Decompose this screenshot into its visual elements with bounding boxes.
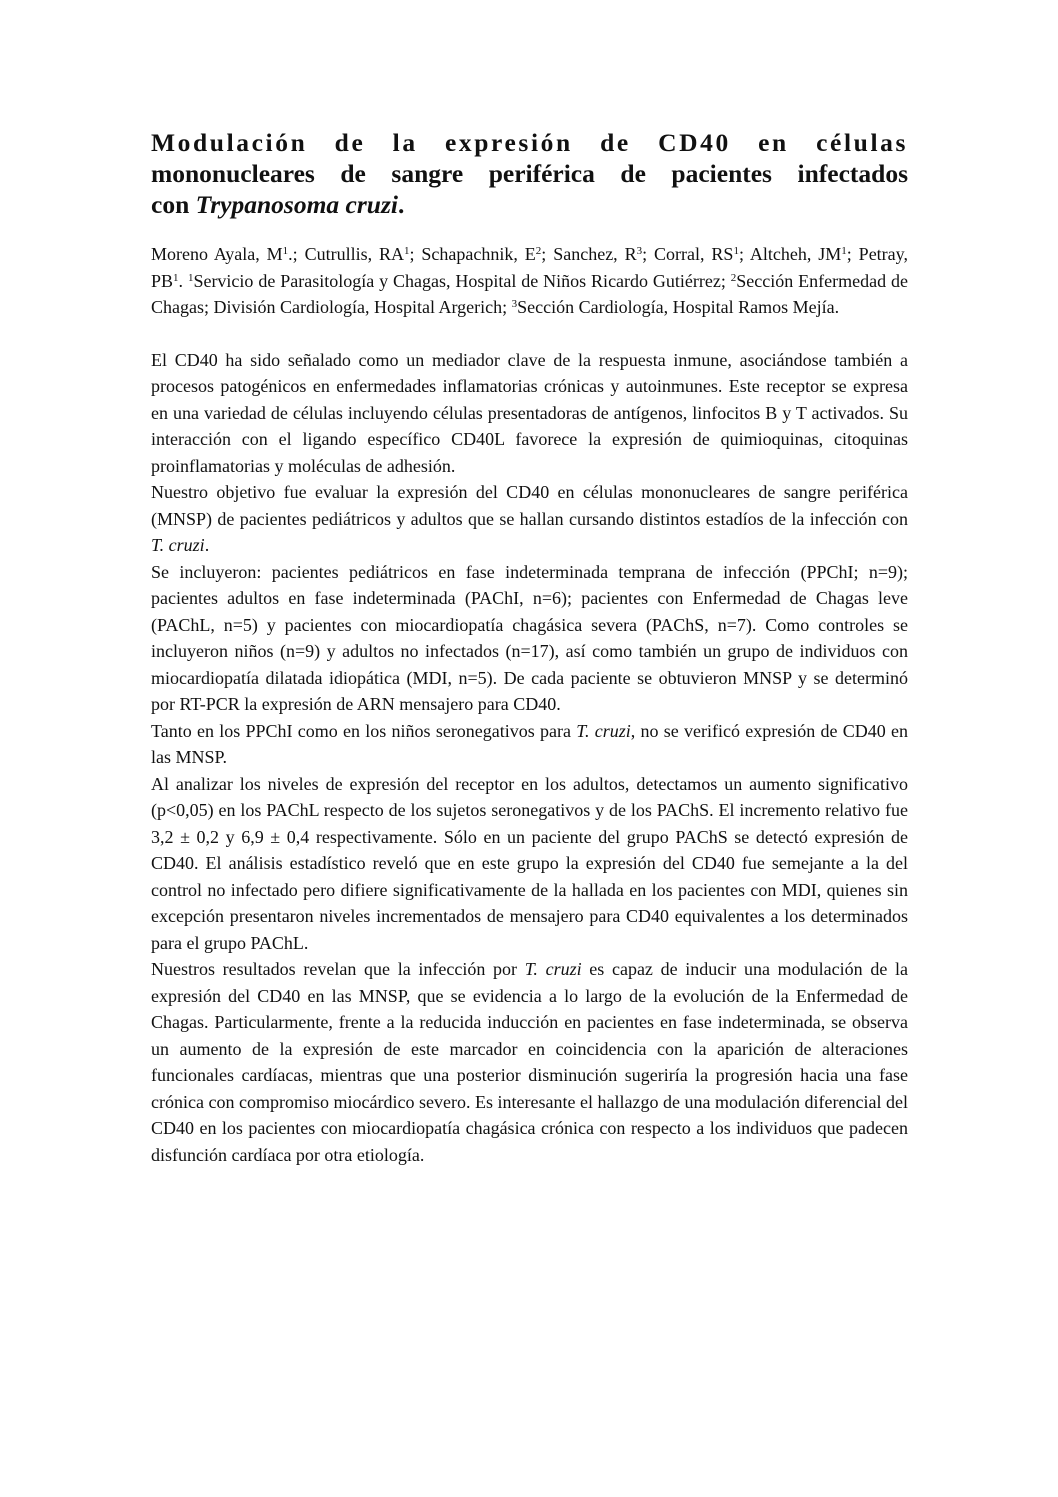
affil-mark: 2: [730, 271, 737, 284]
affil-mark: 1: [841, 245, 847, 257]
affiliation-1: Servicio de Parasitología y Chagas, Hospital de Niños Ricardo Gutiérrez;: [193, 270, 731, 291]
affiliation-3: Sección Cardiología, Hospital Ramos Mejía.: [517, 297, 840, 317]
author-list-end: .: [178, 270, 188, 291]
organism-name: T. cruzi: [151, 535, 205, 555]
affiliation-2: Sección Enfermedad de Chagas; División Cardiología, Hospital Argerich;: [151, 270, 909, 317]
author-2: .; Cutrullis, RA: [288, 244, 404, 264]
affil-mark: 1: [282, 245, 289, 257]
affil-mark: 1: [404, 245, 410, 257]
author-1: Moreno Ayala, M: [151, 244, 283, 264]
paragraph-conclusion: Nuestros resultados revelan que la infección por T. cruzi es capaz de inducir una modulación de la expresión del CD40 en las MNSP, que se evidencia a lo largo de la evolución de la Enfermedad de Chagas. Particularmente, frente a la reducida inducción en pacientes en fase indeterminada, se observa un aumento de la expresión de este marcador en coincidencia con la aparición de alteraciones funcionales cardíacas, mientras que una posterior disminución sugeriría la progresión hacia una fase crónica con compromiso miocárdico severo. Es interesante el hallazgo de una modulación diferencial del CD40 en los pacientes con miocardiopatía chagásica crónica con respecto a los individuos que padecen disfunción cardíaca por otra etiología.: [151, 959, 908, 1165]
title-line-2: mononucleares de sangre periférica de pacientes infectados: [151, 159, 908, 188]
affil-mark: 1: [733, 245, 739, 257]
title-prefix: con: [151, 190, 196, 219]
abstract-title: [151, 127, 908, 220]
title-organism: Trypanosoma cruzi: [195, 190, 398, 219]
author-affiliations: [151, 241, 908, 321]
title-line-1: Modulación de la expresión de CD40 en células: [151, 128, 908, 157]
affil-mark: 3: [511, 298, 518, 310]
author-4: ; Sanchez, R: [541, 244, 637, 264]
paragraph-result-pediatric: Tanto en los PPChI como en los niños seronegativos para T. cruzi, no se verificó expresión de CD40 en las MNSP.: [151, 720, 908, 767]
author-5: ; Corral, RS: [642, 244, 734, 264]
paragraph-objective: Nuestro objetivo fue evaluar la expresión del CD40 en células mononucleares de sangre periférica (MNSP) de pacientes pediátricos y adultos que se hallan cursando distintos estadíos de la infección con T. cruzi.: [151, 482, 908, 555]
affil-mark: 1: [173, 271, 179, 284]
author-7: ; Petray, PB: [151, 244, 908, 291]
abstract-body: [151, 347, 908, 1169]
paragraph-intro: El CD40 ha sido señalado como un mediador clave de la respuesta inmune, asociándose también a procesos patogénicos en enfermedades inflamatorias crónicas y autoinmunes. Este receptor se expresa en una variedad de células incluyendo células presentadoras de antígenos, linfocitos B y T activados. Su interacción con el ligando específico CD40L favorece la expresión de quimioquinas, citoquinas proinflamatorias y moléculas de adhesión.: [151, 349, 908, 476]
author-6: ; Altcheh, JM: [738, 244, 842, 264]
organism-name: T. cruzi: [576, 720, 631, 741]
title-suffix: .: [398, 190, 405, 219]
abstract-page: [151, 127, 908, 1168]
affil-mark: 2: [535, 245, 542, 257]
affil-mark: 3: [636, 245, 643, 257]
paragraph-methods: Se incluyeron: pacientes pediátricos en fase indeterminada temprana de infección (PPChI; n=9); pacientes adultos en fase indeterminada (PAChI, n=6); pacientes con Enfermedad de Chagas leve (PAChL, n=5) y pacientes con miocardiopatía chagásica severa (PAChS, n=7). Como controles se incluyeron niños (n=9) y adultos no infectados (n=17), así como también un grupo de individuos con miocardiopatía dilatada idiopática (MDI, n=5). De cada paciente se obtuvieron MNSP y se determinó por RT-PCR la expresión de ARN mensajero para CD40.: [151, 561, 908, 714]
author-3: ; Schapachnik, E: [409, 244, 536, 264]
title-line-3: [151, 189, 908, 220]
affil-mark: 1: [187, 271, 194, 284]
organism-name: T. cruzi: [524, 959, 582, 979]
paragraph-result-adults: Al analizar los niveles de expresión del receptor en los adultos, detectamos un aumento significativo (p<0,05) en los PAChL respecto de los sujetos seronegativos y de los PAChS. El incremento relativo fue 3,2 ± 0,2 y 6,9 ± 0,4 respectivamente. Sólo en un paciente del grupo PAChS se detectó expresión de CD40. El análisis estadístico reveló que en este grupo la expresión del CD40 fue semejante a la del control no infectado pero difiere significativamente de la hallada en los pacientes con MDI, quienes sin excepción presentaron niveles incrementados de mensajero para CD40 equivalentes a los determinados para el grupo PAChL.: [151, 773, 908, 953]
